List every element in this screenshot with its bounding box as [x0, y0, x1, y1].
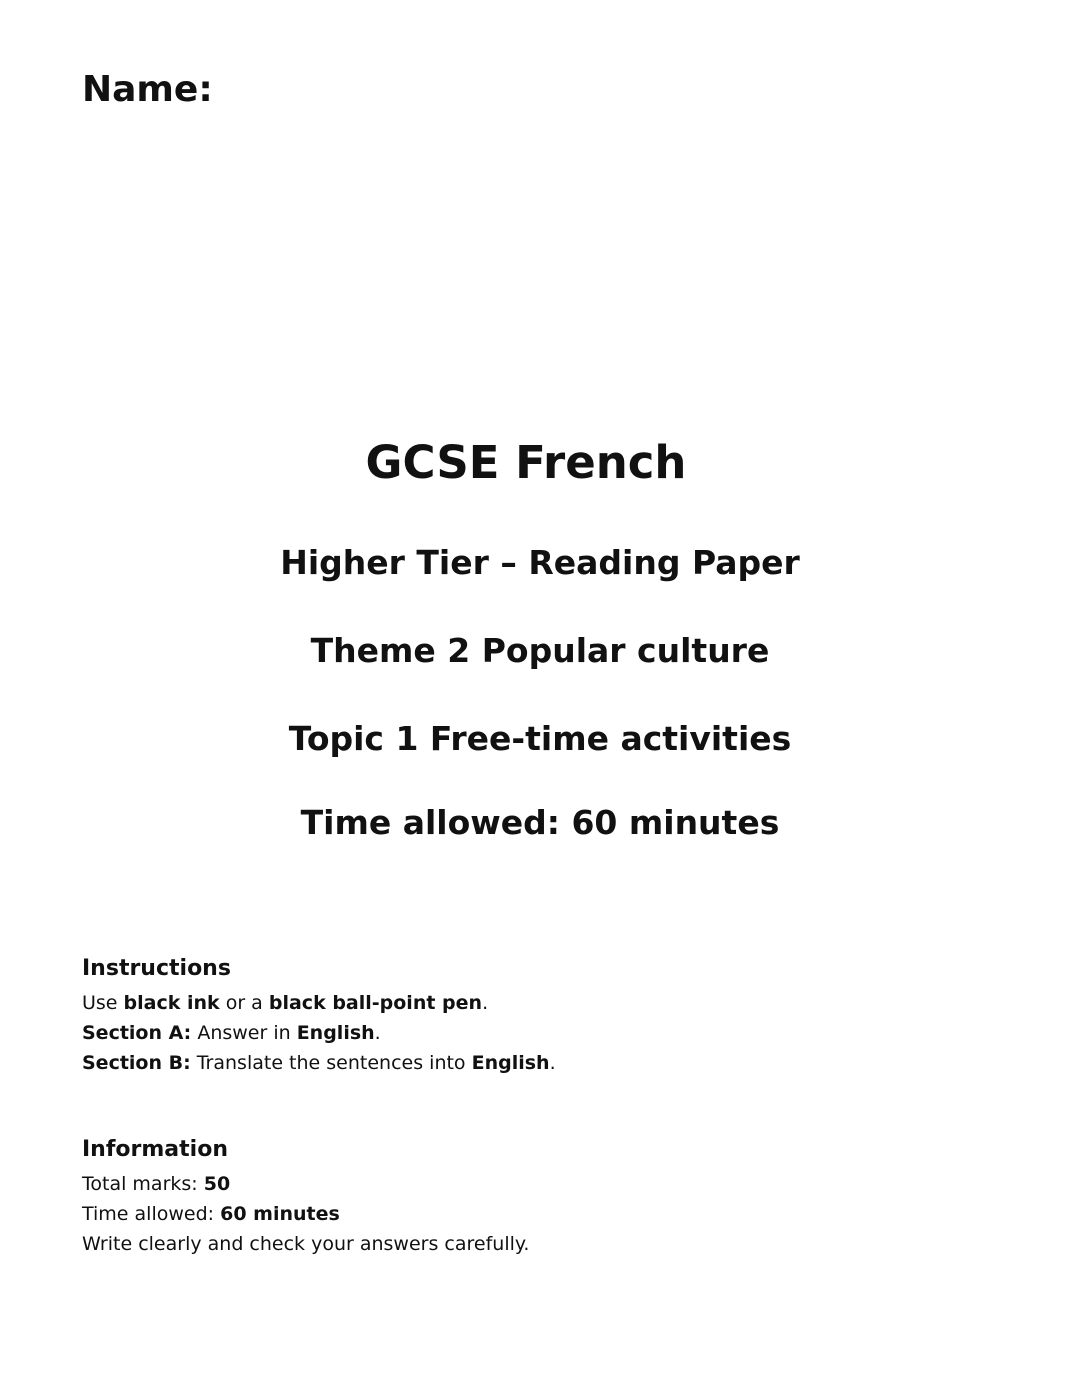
info-advice: Write clearly and check your answers carefully.	[82, 1232, 530, 1255]
instruction-text: .	[374, 1021, 381, 1044]
instruction-section-b	[82, 1048, 982, 1078]
instruction-text: Use	[82, 991, 124, 1014]
information-section	[82, 1136, 982, 1259]
instructions-heading: Instructions	[82, 956, 231, 981]
instruction-text: .	[549, 1051, 556, 1074]
theme-subtitle: Theme 2 Popular culture	[310, 631, 770, 670]
info-emphasis: 60 minutes	[220, 1202, 340, 1225]
instruction-text: .	[482, 991, 489, 1014]
instruction-section-a	[82, 1018, 982, 1048]
info-time-allowed	[82, 1199, 982, 1229]
instruction-emphasis: black ball-point pen	[268, 991, 483, 1014]
page-title: GCSE French	[365, 436, 687, 489]
instruction-text: Answer in	[191, 1021, 297, 1044]
instructions-section	[82, 955, 982, 1078]
time-subtitle: Time allowed: 60 minutes	[300, 803, 780, 842]
topic-subtitle: Topic 1 Free-time activities	[288, 719, 792, 758]
instruction-emphasis: black ink	[123, 991, 220, 1014]
info-total-marks	[82, 1169, 982, 1199]
instruction-text: Translate the sentences into	[190, 1051, 472, 1074]
instruction-ink	[82, 988, 982, 1018]
instruction-emphasis: English	[296, 1021, 375, 1044]
info-text: Total marks:	[82, 1172, 204, 1195]
instruction-emphasis: Section A:	[82, 1021, 192, 1044]
instruction-text: or a	[219, 991, 269, 1014]
instruction-emphasis: Section B:	[82, 1051, 191, 1074]
info-text: Time allowed:	[82, 1202, 221, 1225]
instruction-emphasis: English	[471, 1051, 550, 1074]
name-label: Name:	[82, 69, 213, 110]
information-heading: Information	[82, 1137, 228, 1162]
info-emphasis: 50	[203, 1172, 231, 1195]
tier-subtitle: Higher Tier – Reading Paper	[280, 543, 800, 582]
